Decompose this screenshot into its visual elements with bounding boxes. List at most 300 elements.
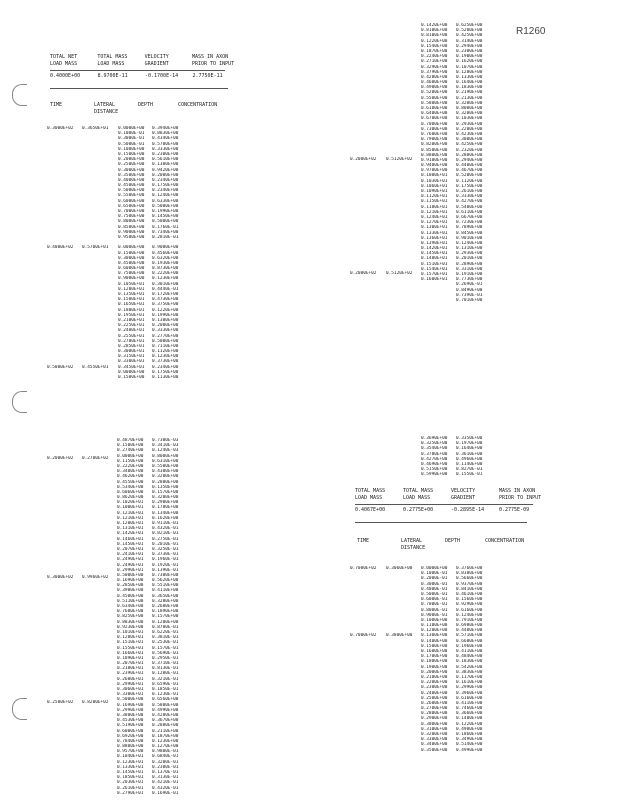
concentration-cell: 0.1140E+00 (456, 461, 483, 467)
depth-cell: 0.2100E+00 (421, 674, 448, 680)
depth-cell: 0.2250E+01 (118, 323, 145, 329)
divider (355, 504, 533, 505)
depth-cell: 0.1000E+00 (118, 146, 145, 152)
concentration-cell: 0.6670E+00 (456, 214, 483, 220)
depth-cell: 0.4620E+00 (117, 474, 144, 480)
depth-cell: 0.3540E+00 (421, 446, 448, 452)
concentration-cell: 0.5620E+00 (152, 578, 179, 584)
concentration-cell: 0.1640E+00 (456, 446, 483, 452)
depth-cell: 0.1180E+01 (421, 204, 448, 210)
concentration-cell: 0.8380E+00 (456, 571, 483, 577)
header-time: TIME (50, 102, 63, 108)
concentration-cell: 0.2880E+00 (456, 152, 483, 158)
concentration-cell: 0.9010E+00 (456, 235, 483, 241)
concentration-cell: 0.1240E-03 (152, 448, 179, 454)
concentration-cell: 0.3200E+00 (152, 474, 179, 480)
concentration-cell: 0.8000E+00 (456, 106, 483, 111)
depth-cell: 0.1230E+01 (117, 759, 144, 765)
depth-cell: 0.8620E+00 (117, 495, 144, 501)
depth-cell: 0.1450E+01 (117, 541, 144, 547)
concentration-cell: 0.9370E+00 (456, 581, 483, 587)
depth-cell: 0.1950E+01 (118, 312, 145, 318)
concentration-cell: 0.5610E+00 (152, 157, 179, 163)
concentration-cell: 0.4560E+00 (152, 250, 179, 256)
depth-cell: 0.1500E+00 (421, 643, 448, 649)
depth-cell: 0.3690E+00 (421, 436, 448, 441)
depth-cell: 0.2400E+00 (421, 690, 448, 696)
depth-cell: 0.1030E+01 (421, 178, 448, 184)
depth-cell: 0.2850E+01 (118, 343, 145, 349)
depth-cell: 0.7680E+00 (117, 609, 144, 615)
depth-cell: 0.1450E+01 (117, 770, 144, 775)
concentration-cell: 0.9000E+00 (152, 245, 179, 251)
concentration-cell: 0.3210E-01 (152, 676, 179, 682)
depth-cell: 0.9230E+00 (117, 624, 144, 630)
right-bottom-time-column (350, 566, 390, 639)
concentration-cell: 0.3250E-01 (152, 546, 179, 552)
summary-left (50, 54, 235, 80)
concentration-cell: 0.3000E+00 (456, 137, 483, 143)
depth-cell: 0.9000E+00 (118, 229, 145, 235)
depth-cell: 0.1060E+01 (421, 183, 448, 189)
summary_left-header-line: LOAD MASS (50, 61, 78, 67)
table-header-left-top (50, 102, 218, 116)
concentration-cell: 0.2750E-01 (152, 536, 179, 542)
concentration-cell: 0.1720E+00 (152, 292, 179, 297)
concentration-cell: 0.2930E+00 (456, 251, 483, 257)
concentration-cell: 0.5660E+00 (456, 576, 483, 582)
concentration-cell: 0.1870E+00 (152, 733, 179, 739)
left-bottom-time-column (47, 456, 87, 705)
concentration-cell: 0.1990E+00 (152, 209, 179, 214)
concentration-cell: 0.1400E+00 (456, 716, 483, 722)
summary-right-values (355, 507, 555, 514)
concentration-cell: 0.6110E+00 (456, 209, 483, 215)
concentration-cell: 0.3330E+00 (152, 328, 179, 334)
summary_left-header-line: VELOCITY (144, 54, 169, 60)
concentration-cell: 0.2130E+00 (456, 95, 483, 101)
depth-cell: 0.1460E+01 (117, 536, 144, 542)
concentration-cell: 0.6310E+00 (152, 458, 179, 464)
left-top-depth-column (118, 126, 154, 380)
depth-cell: 0.2200E+00 (421, 680, 448, 686)
concentration-cell: 0.2680E+00 (152, 604, 179, 609)
concentration-cell: 0.2610E+00 (456, 189, 483, 194)
concentration-cell: 0.3960E+00 (456, 690, 483, 696)
depth-cell: 0.3500E+00 (421, 747, 448, 753)
depth-cell: 0.1480E+01 (421, 256, 448, 262)
depth-cell: 0.2500E+00 (118, 162, 145, 168)
concentration-cell: 0.2690E-01 (456, 282, 483, 288)
concentration-cell: 0.1960E-01 (152, 557, 179, 563)
depth-cell: 0.1690E+00 (117, 702, 144, 708)
concentration-cell: 0.3310E+00 (456, 266, 483, 272)
depth-cell: 0.9000E+00 (118, 276, 145, 282)
depth-cell: 0.3000E-01 (118, 136, 145, 142)
concentration-cell: 0.3760E+00 (456, 566, 483, 571)
depth-cell: 0.2990E+01 (117, 681, 144, 687)
summary_right-header-line: GRADIENT (451, 495, 476, 501)
concentration-cell: 0.4990E+00 (456, 747, 483, 753)
summary_left-header-line: MASS IN AXON (191, 54, 229, 60)
concentration-cell: 0.4320E-01 (152, 785, 179, 791)
concentration-cell: 0.3330E+00 (152, 146, 179, 152)
concentration-cell: 0.5700E+00 (152, 141, 179, 147)
concentration-cell: 0.4110E+00 (456, 649, 483, 654)
concentration-cell: 0.1560E+00 (456, 597, 483, 603)
depth-cell: 0.8830E+00 (117, 619, 144, 625)
concentration-cell: 0.6980E+00 (456, 623, 483, 629)
concentration-cell: 0.1910E+00 (456, 272, 483, 277)
concentration-cell: 0.5000E+00 (152, 219, 179, 225)
depth-cell: 0.4270E+00 (421, 456, 448, 462)
right-bottom-pre-depth-column (421, 436, 457, 478)
concentration-cell: 0.1240E+00 (456, 612, 483, 618)
depth-cell: 0.4870E+00 (117, 438, 144, 443)
page-id: R1260 (516, 26, 546, 37)
summary_right-header-line: VELOCITY (451, 488, 476, 494)
concentration-cell: 0.1860E+00 (456, 732, 483, 737)
depth-cell: 0.1120E+01 (421, 194, 448, 200)
concentration-cell: 0.1330E+00 (456, 74, 483, 80)
summary_left-header-line: TOTAL NET (50, 54, 78, 60)
right-top-distance-column (386, 157, 426, 276)
depth-cell: 0.8100E+00 (421, 33, 448, 39)
concentration-cell: 0.1120E+00 (456, 178, 483, 184)
depth-cell: 0.2490E+01 (117, 557, 144, 563)
distance-cell: 0.5700E+01 (82, 245, 109, 251)
summary_left-value: 0.4000E+00 (50, 73, 81, 79)
concentration-cell: 0.2880E+00 (152, 479, 179, 485)
depth-cell: 0.5000E-01 (118, 141, 145, 147)
concentration-cell: 0.1200E+00 (152, 619, 179, 625)
summary_right-header-line: PRIOR TO INPUT (499, 495, 542, 501)
concentration-cell: 0.7300E+00 (152, 572, 179, 578)
depth-cell: 0.1040E+01 (117, 754, 144, 760)
distance-cell: 0.8200E+02 (82, 699, 109, 705)
depth-cell: 0.1210E+01 (117, 510, 144, 516)
concentration-cell: 0.3350E+00 (456, 436, 483, 441)
depth-cell: 0.4550E+00 (117, 479, 144, 485)
depth-cell: 0.1570E+01 (421, 272, 448, 277)
concentration-cell: 0.2220E+00 (152, 271, 179, 277)
depth-cell: 0.3780E+00 (421, 451, 448, 457)
concentration-cell: 0.7230E+00 (456, 220, 483, 226)
depth-cell: 0.5150E+00 (421, 467, 448, 473)
table-header-right-bottom (357, 538, 525, 552)
depth-cell: 0.3000E-01 (421, 581, 448, 587)
depth-cell: 0.5500E+00 (421, 95, 448, 101)
concentration-cell: 0.1120E+00 (152, 349, 179, 355)
concentration-cell: 0.5420E+00 (456, 664, 483, 670)
depth-cell: 0.4900E+00 (421, 85, 448, 91)
concentration-cell: 0.3280E+00 (152, 598, 179, 604)
summary_right-header-cell (499, 488, 542, 502)
concentration-cell: 0.2010E+00 (456, 256, 483, 262)
concentration-cell: 0.7910E+00 (456, 617, 483, 623)
concentration-cell: 0.8830E+00 (152, 131, 179, 137)
header-time: TIME (357, 538, 370, 544)
concentration-cell: 0.3940E+00 (152, 126, 179, 131)
depth-cell: 0.8000E+00 (118, 219, 145, 225)
concentration-cell: 0.4960E+00 (456, 456, 483, 462)
depth-cell: 0.1000E+00 (421, 617, 448, 623)
concentration-cell: 0.1850E-01 (152, 687, 179, 692)
summary_right-header-cell (451, 488, 489, 502)
depth-cell: 0.1350E+01 (118, 292, 145, 297)
header-concentration: CONCENTRATION (178, 102, 218, 108)
depth-cell: 0.8200E+00 (421, 142, 448, 148)
depth-cell: 0.5800E+00 (421, 100, 448, 106)
depth-cell: 0.1000E+01 (117, 505, 144, 511)
right-top-concentration-column (456, 23, 492, 303)
depth-cell: 0.9000E-01 (421, 612, 448, 618)
time-cell: 0.2000E+02 (47, 456, 74, 461)
concentration-cell: 0.1270E+00 (152, 744, 179, 750)
concentration-cell: 0.1920E-01 (152, 562, 179, 568)
depth-cell: 0.1210E+01 (117, 515, 144, 521)
concentration-cell: 0.5000E+00 (152, 203, 179, 209)
summary_left-header-line: TOTAL MASS (97, 54, 128, 60)
concentration-cell: 0.4480E+00 (456, 628, 483, 634)
depth-cell: 0.2700E+00 (421, 706, 448, 712)
depth-cell: 0.3150E+01 (118, 354, 145, 360)
concentration-cell: 0.2300E-01 (152, 764, 179, 770)
concentration-cell: 0.6160E+00 (456, 695, 483, 701)
depth-cell: 0.2220E+00 (117, 463, 144, 469)
concentration-cell: 0.2340E+00 (152, 188, 179, 194)
concentration-cell: 0.1340E+00 (152, 510, 179, 516)
depth-cell: 0.6700E+00 (421, 116, 448, 122)
concentration-cell: 0.2950E-01 (152, 655, 179, 661)
depth-cell: 0.1100E+00 (421, 623, 448, 629)
concentration-cell: 0.4230E+00 (456, 131, 483, 137)
depth-cell: 0.1600E+01 (421, 277, 448, 283)
concentration-cell: 0.1310E+00 (456, 246, 483, 252)
depth-cell: 0.2800E+00 (421, 711, 448, 717)
depth-cell: 0.2410E+01 (117, 552, 144, 558)
summary-left-headers (50, 54, 235, 68)
header-concentration: CONCENTRATION (485, 538, 525, 544)
depth-cell: 0.1200E+00 (421, 628, 448, 634)
summary_left-header-cell (145, 54, 182, 68)
summary_right-header-line: LOAD MASS (403, 495, 431, 501)
left-top-distance-column (82, 126, 122, 370)
concentration-cell: 0.1900E+00 (456, 54, 483, 60)
depth-cell: 0.3300E+00 (421, 737, 448, 743)
depth-cell: 0.1870E+00 (421, 48, 448, 54)
right-bottom-concentration-column (456, 566, 492, 753)
concentration-cell: 0.1240E+00 (456, 240, 483, 246)
concentration-cell: 0.7340E+00 (152, 229, 179, 235)
concentration-cell: 0.1830E+00 (456, 659, 483, 665)
concentration-cell: 0.7460E+00 (456, 706, 483, 712)
concentration-cell: 0.1350E+00 (152, 484, 179, 490)
concentration-cell: 0.1230E+00 (152, 354, 179, 360)
concentration-cell: 0.1960E+00 (456, 643, 483, 649)
depth-cell: 0.1330E+01 (421, 230, 448, 236)
depth-cell: 0.5200E+00 (421, 90, 448, 96)
concentration-cell: 0.1970E+00 (456, 441, 483, 447)
summary_right-header-line: TOTAL MASS (403, 488, 434, 494)
depth-cell: 0.2180E+01 (117, 666, 144, 672)
concentration-cell: 0.2940E+00 (456, 43, 483, 49)
summary_right-header-line: MASS IN AXON (499, 488, 536, 494)
depth-cell: 0.1300E+00 (421, 633, 448, 639)
concentration-cell: 0.8270E-01 (456, 467, 483, 473)
depth-cell: 0.1500E+00 (118, 250, 145, 256)
concentration-cell: 0.1070E+00 (456, 64, 483, 70)
concentration-cell: 0.2880E+00 (152, 723, 179, 729)
depth-cell: 0.2490E+01 (117, 562, 144, 568)
summary_right-header-cell (403, 488, 441, 502)
depth-cell: 0.2000E+00 (421, 669, 448, 675)
depth-cell: 0.2550E+01 (118, 333, 145, 339)
depth-cell: 0.5500E+00 (118, 193, 145, 199)
depth-cell: 0.1510E+01 (421, 261, 448, 267)
depth-cell: 0.1690E+00 (117, 578, 144, 584)
concentration-cell: 0.8490E+00 (456, 287, 483, 293)
concentration-cell: 0.1570E+00 (152, 614, 179, 620)
depth-cell: 0.1270E+01 (421, 220, 448, 226)
depth-cell: 0.2990E+00 (117, 707, 144, 713)
depth-cell: 0.6000E+00 (118, 198, 145, 204)
concentration-cell: 0.3610E+00 (456, 451, 483, 457)
time-cell: 0.5000E+02 (47, 364, 74, 370)
concentration-cell: 0.1230E+00 (152, 276, 179, 282)
concentration-cell: 0.1300E+00 (152, 162, 179, 168)
depth-cell: 0.5000E+00 (117, 572, 144, 578)
concentration-cell: 0.1030E+00 (456, 116, 483, 122)
depth-cell: 0.8800E+00 (117, 744, 144, 750)
concentration-cell: 0.6160E+00 (456, 607, 483, 613)
header-distance-line: LATERAL (94, 102, 116, 108)
concentration-cell: 0.2770E+00 (152, 333, 179, 339)
depth-cell: 0.1330E+01 (117, 764, 144, 770)
concentration-cell: 0.5200E+00 (456, 28, 483, 34)
concentration-cell: 0.2810E-01 (152, 234, 179, 240)
time-cell: 0.3000E+02 (47, 575, 74, 581)
concentration-cell: 0.1690E-01 (152, 790, 179, 796)
concentration-cell: 0.5140E+00 (456, 742, 483, 748)
depth-cell: 0.0000E+00 (118, 245, 145, 251)
depth-cell: 0.1420E+01 (117, 531, 144, 537)
depth-cell: 0.3060E+01 (117, 687, 144, 692)
concentration-cell: 0.1170E+00 (456, 674, 483, 680)
depth-cell: 0.3800E+00 (117, 712, 144, 718)
concentration-cell: 0.4110E+00 (456, 700, 483, 706)
right-bottom-pre-concentration-column (456, 436, 492, 478)
concentration-cell: 0.3830E+00 (456, 669, 483, 675)
concentration-cell: 0.1390E-01 (152, 567, 179, 573)
summary-left-values (50, 73, 230, 80)
depth-cell: 0.1800E+00 (421, 659, 448, 665)
concentration-cell: 0.1220E+00 (152, 307, 179, 313)
concentration-cell: 0.3650E+00 (152, 593, 179, 599)
concentration-cell: 0.4980E+00 (456, 726, 483, 732)
summary_right-value: 0.2775E+00 (403, 507, 434, 513)
depth-cell: 0.1150E+01 (421, 199, 448, 205)
time-cell: 0.2000E+02 (350, 271, 377, 277)
depth-cell: 0.1540E+01 (421, 266, 448, 272)
depth-cell: 0.1200E+01 (117, 521, 144, 526)
concentration-cell: 0.5000E+00 (152, 338, 179, 344)
concentration-cell: 0.4670E+00 (456, 168, 483, 174)
concentration-cell: 0.2300E+00 (152, 151, 179, 157)
depth-cell: 0.3400E+00 (117, 469, 144, 475)
concentration-cell: 0.1370E-01 (152, 770, 179, 775)
time-cell: 0.2000E+02 (350, 157, 377, 162)
concentration-cell: 0.7390E-01 (456, 292, 483, 298)
header-distance-line: LATERAL (401, 538, 423, 544)
depth-cell: 0.1310E+01 (117, 526, 144, 532)
concentration-cell: 0.6250E+00 (456, 23, 483, 28)
concentration-cell: 0.1640E+00 (456, 80, 483, 86)
depth-cell: 0.8250E+00 (117, 614, 144, 620)
concentration-cell: 0.3200E+00 (456, 111, 483, 117)
depth-cell: 0.6340E+00 (117, 604, 144, 609)
left-bottom-concentration-column (152, 438, 188, 796)
summary_left-value: 2.7750E-11 (192, 73, 223, 79)
left-bottom-depth-column (117, 438, 153, 796)
depth-cell: 0.6400E+00 (421, 111, 448, 117)
depth-cell: 0.7500E+00 (118, 214, 145, 220)
concentration-cell: 0.2890E+00 (456, 261, 483, 267)
depth-cell: 0.1050E+01 (118, 281, 145, 287)
concentration-cell: 0.2530E-01 (152, 640, 179, 646)
depth-cell: 0.2000E+00 (118, 157, 145, 163)
concentration-cell: 0.9110E-01 (152, 521, 179, 526)
distance-cell: 0.9960E+02 (82, 575, 109, 581)
concentration-cell: 0.3410E-03 (152, 443, 179, 449)
concentration-cell: 0.6330E+00 (152, 198, 179, 204)
concentration-cell: 0.3490E+00 (456, 737, 483, 743)
concentration-cell: 0.4990E+00 (152, 707, 179, 713)
concentration-cell: 0.4400E+00 (456, 163, 483, 169)
concentration-cell: 0.4270E+00 (456, 199, 483, 205)
depth-cell: 0.1500E+00 (118, 375, 145, 380)
depth-cell: 0.6000E+00 (118, 266, 145, 272)
depth-cell: 0.2300E+00 (421, 685, 448, 691)
time-cell: 0.2500E+02 (47, 699, 74, 705)
depth-cell: 0.4500E+00 (117, 593, 144, 599)
depth-cell: 0.2850E+00 (117, 583, 144, 589)
time-cell: 0.7000E+02 (350, 566, 377, 571)
header-distance (401, 538, 431, 552)
depth-cell: 0.2500E+00 (421, 695, 448, 701)
depth-cell: 0.4280E+00 (421, 74, 448, 80)
depth-cell: 0.3000E+00 (118, 167, 145, 173)
depth-cell: 0.4000E-01 (421, 586, 448, 592)
depth-cell: 0.3900E+00 (117, 588, 144, 594)
concentration-cell: 0.5200E+00 (456, 173, 483, 179)
summary_left-value: -0.1700E-14 (145, 73, 179, 79)
depth-cell: 0.0000E+00 (118, 369, 145, 375)
depth-cell: 0.2990E+01 (117, 567, 144, 573)
concentration-cell: 0.2300E+00 (456, 48, 483, 54)
depth-cell: 0.4690E+00 (421, 461, 448, 467)
depth-cell: 0.5190E+00 (117, 723, 144, 729)
depth-cell: 0.5000E+00 (117, 697, 144, 703)
concentration-cell: 0.2190E+00 (456, 90, 483, 96)
concentration-cell: 0.7730E+00 (456, 277, 483, 283)
depth-cell: 0.0000E+00 (421, 566, 448, 571)
concentration-cell: 0.2000E+00 (152, 323, 179, 329)
concentration-cell: 0.2010E-01 (152, 541, 179, 547)
concentration-cell: 0.4320E-01 (152, 526, 179, 532)
depth-cell: 0.7600E+00 (421, 131, 448, 137)
depth-cell: 0.1510E+01 (117, 640, 144, 646)
